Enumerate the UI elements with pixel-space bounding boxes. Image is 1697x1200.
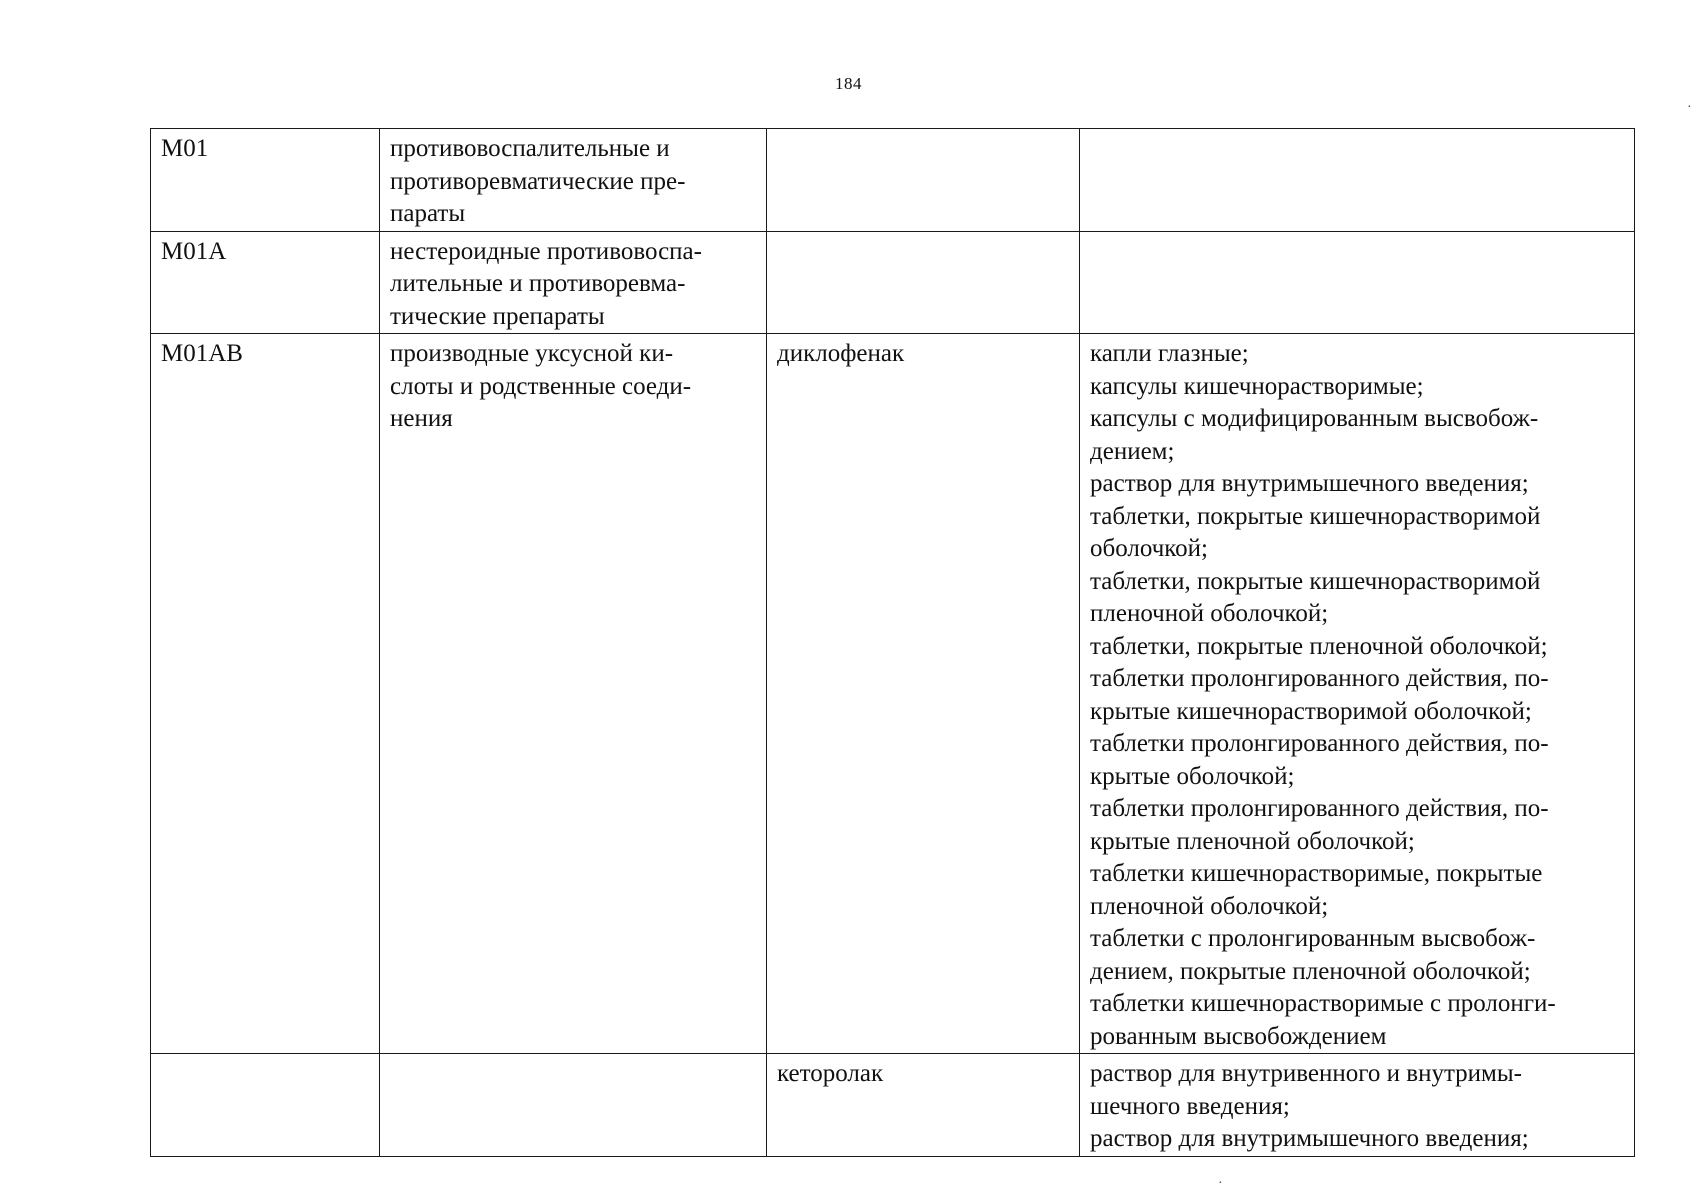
dosage-form-line: шечного введения; — [1090, 1092, 1290, 1120]
dosage-form-line: раствор для внутримышечного введения; — [1090, 1125, 1529, 1152]
dosage-form-line: таблетки кишечнорастворимые, покрытые — [1090, 860, 1543, 887]
group-line: нения — [390, 405, 453, 432]
substance-cell — [767, 231, 1080, 334]
group-cell — [380, 1054, 767, 1157]
dosage-form-line: капсулы кишечнорастворимые; — [1090, 372, 1424, 400]
margin-mark: · — [1687, 100, 1692, 115]
dosage-form-line: таблетки, покрытые кишечнорастворимой — [1090, 502, 1541, 530]
dosage-form-line: таблетки, покрытые пленочной оболочкой; — [1090, 632, 1548, 660]
forms-cell — [1080, 231, 1635, 334]
group-cell — [380, 231, 767, 334]
dosage-form-line: раствор для внутривенного и внутримы- — [1090, 1060, 1522, 1087]
group-line: лительные и противоревма- — [390, 270, 686, 297]
substance-name: диклофенак — [777, 340, 905, 367]
dosage-form-line: крытые оболочкой; — [1090, 762, 1295, 790]
forms-cell — [1080, 334, 1635, 1054]
substance-cell — [767, 334, 1080, 1054]
dosage-form-line: рованным высвобождением — [1090, 1022, 1387, 1050]
group-line: слоты и родственные соеди- — [390, 372, 692, 400]
dosage-form-line: таблетки пролонгированного действия, по- — [1090, 730, 1549, 757]
forms-cell — [1080, 129, 1635, 232]
atc-code: M01 — [161, 135, 209, 162]
substance-cell — [767, 1054, 1080, 1157]
dosage-form-line: раствор для внутримышечного введения; — [1090, 470, 1529, 497]
group-line: противовоспалительные и — [390, 135, 670, 162]
atc-code-cell — [151, 231, 380, 334]
page-number: 184 — [835, 74, 862, 93]
group-line: параты — [390, 200, 466, 227]
group-line: тические препараты — [390, 302, 605, 330]
forms-cell — [1080, 1054, 1635, 1157]
dosage-form-line: капли глазные; — [1090, 340, 1249, 367]
table-row — [151, 231, 1635, 334]
bottom-dot-mark: · — [1218, 1176, 1223, 1191]
dosage-form-line: дением; — [1090, 437, 1175, 465]
atc-code-cell — [151, 129, 380, 232]
substance-cell — [767, 129, 1080, 232]
atc-code-cell — [151, 334, 380, 1054]
dosage-form-line: таблетки кишечнорастворимые с пролонги- — [1090, 990, 1556, 1017]
dosage-form-line: крытые пленочной оболочкой; — [1090, 827, 1415, 855]
atc-code: M01A — [161, 237, 227, 265]
substance-name: кеторолак — [777, 1060, 884, 1087]
group-line: нестероидные противовоспа- — [390, 237, 702, 265]
dosage-form-line: дением, покрытые пленочной оболочкой; — [1090, 957, 1531, 985]
dosage-form-line: пленочной оболочкой; — [1090, 892, 1329, 920]
atc-code: M01AB — [161, 340, 243, 367]
dosage-form-line: таблетки пролонгированного действия, по- — [1090, 795, 1549, 822]
dosage-form-line: крытые кишечнорастворимой оболочкой; — [1090, 697, 1532, 725]
table-row — [151, 1054, 1635, 1157]
table-row — [151, 129, 1635, 232]
group-cell — [380, 334, 767, 1054]
dosage-form-line: оболочкой; — [1090, 535, 1208, 562]
atc-code-cell — [151, 1054, 380, 1157]
dosage-form-line: таблетки пролонгированного действия, по- — [1090, 665, 1549, 692]
group-cell — [380, 129, 767, 232]
medication-table — [150, 128, 1635, 1157]
group-line: противоревматические пре- — [390, 167, 686, 195]
dosage-form-line: капсулы с модифицированным высвобож- — [1090, 405, 1539, 432]
dosage-form-line: таблетки, покрытые кишечнорастворимой — [1090, 567, 1541, 595]
dosage-form-line: пленочной оболочкой; — [1090, 600, 1329, 627]
group-line: производные уксусной ки- — [390, 340, 674, 367]
table-row — [151, 334, 1635, 1054]
dosage-form-line: таблетки с пролонгированным высвобож- — [1090, 925, 1536, 952]
